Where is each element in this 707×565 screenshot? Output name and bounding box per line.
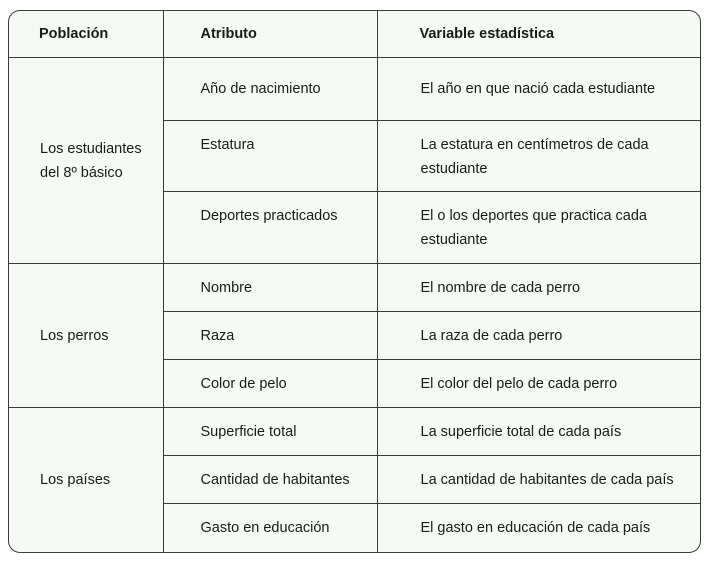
variable-cell: El o los deportes que practica cada estudiante [377, 192, 700, 264]
attribute-cell: Año de nacimiento [163, 58, 377, 121]
table-header-row [9, 11, 700, 58]
attribute-cell: Raza [163, 312, 377, 360]
header-variable: Variable estadística [377, 11, 700, 58]
variable-cell: El nombre de cada perro [377, 264, 700, 312]
attribute-cell: Color de pelo [163, 360, 377, 408]
attribute-cell: Deportes practicados [163, 192, 377, 264]
attribute-cell: Cantidad de habitantes [163, 456, 377, 504]
variable-cell: El gasto en educación de cada país [377, 504, 700, 553]
attribute-cell: Superficie total [163, 408, 377, 456]
population-countries: Los países [9, 408, 163, 553]
header-attribute: Atributo [163, 11, 377, 58]
attribute-cell: Gasto en educación [163, 504, 377, 553]
table-row [9, 264, 700, 312]
header-population: Población [9, 11, 163, 58]
statistics-table [9, 11, 700, 553]
variable-cell: El color del pelo de cada perro [377, 360, 700, 408]
variable-cell: La estatura en centímetros de cada estudiante [377, 121, 700, 192]
population-dogs: Los perros [9, 264, 163, 408]
population-students-label: Los estudiantes del 8º básico [40, 140, 142, 181]
variable-cell: El año en que nació cada estudiante [377, 58, 700, 121]
attribute-cell: Estatura [163, 121, 377, 192]
table-row [9, 58, 700, 121]
population-students [9, 58, 163, 264]
variable-cell: La raza de cada perro [377, 312, 700, 360]
variable-cell: La cantidad de habitantes de cada país [377, 456, 700, 504]
table-row [9, 408, 700, 456]
attribute-cell: Nombre [163, 264, 377, 312]
variable-cell: La superficie total de cada país [377, 408, 700, 456]
statistics-table-container [8, 10, 701, 553]
